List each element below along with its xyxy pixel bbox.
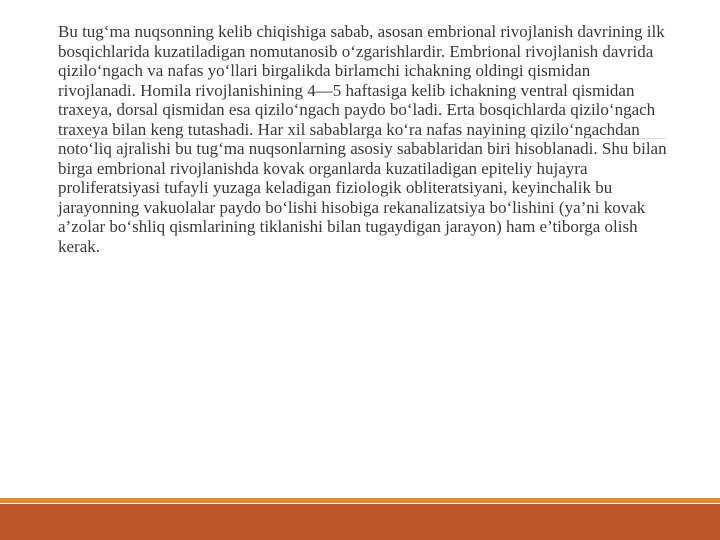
faint-divider-line [58, 138, 666, 139]
body-paragraph: Bu tug‘ma nuqsonning kelib chiqishiga sabab, asosan embrional rivojlanish davrining ilk bosqichlarida kuzatiladigan nomutanosib o‘zgarishlardir. Embrional rivojlanish davrida qizilo‘ngach va nafas yo‘llari birgalikda birlamchi ichakning oldingi qismidan rivojlanadi. Homila rivojlanishining 4—5 haftasiga kelib ichakning ventral qismidan traxeya, dorsal qismidan esa qizilo‘ngach paydo bo‘ladi. Erta bosqichlarda qizilo‘ngach traxeya bilan keng tutashadi. Har xil sabablarga ko‘ra nafas nayining qizilo‘ngachdan noto‘liq ajralishi bu tug‘ma nuqsonlarning asosiy sabablaridan biri hisoblanadi. Shu bilan birga embrional rivojlanishda kovak organlarda kuzatiladigan epiteliy hujayra proliferatsiyasi tufayli yuzaga keladigan fiziologik obliteratsiyani, keyinchalik bu jarayonning vakuolalar paydo bo‘lishi hisobiga rekanalizatsiya bo‘lishini (ya’ni kovak a’zolar bo‘shliq qismlarining tiklanishi bilan tugaydigan jarayon) ham e’tiborga olish kerak. [58, 22, 667, 256]
footer-accent-stripe [0, 498, 720, 503]
footer-bar [0, 504, 720, 540]
